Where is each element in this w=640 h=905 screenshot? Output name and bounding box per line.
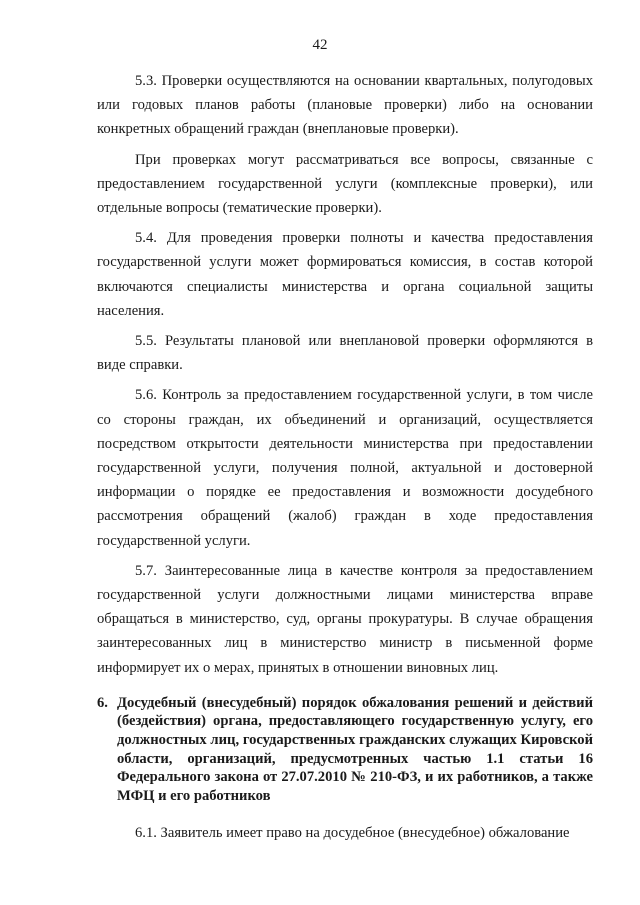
paragraph-inspection-scope: При проверках могут рассматриваться все вопросы, связанные с предоставлением государственной услуги (комплексные проверки), или отдельные вопросы (тематические проверки). xyxy=(97,151,593,217)
paragraph-5-4: 5.4. Для проведения проверки полноты и качества предоставления государственной услуги может формироваться комиссия, в состав которой включаются специалисты министерства и органа социальной защиты населения. xyxy=(97,230,593,319)
paragraph-6-1: 6.1. Заявитель имеет право на досудебное (внесудебное) обжалование xyxy=(135,825,570,842)
section-6-title: Досудебный (внесудебный) порядок обжалования решений и действий (бездействия) органа, предоставляющего государственную услугу, его должностных лиц, государственных гражданских служащих Кировской области, организаций, предусмотренных частью 1.1 статьи 16 Федерального закона от 27.07.2010 № 210-ФЗ, и их работников, а также МФЦ и его работников xyxy=(117,694,593,804)
paragraph-5-5: 5.5. Результаты плановой или внеплановой проверки оформляются в виде справки. xyxy=(97,333,593,374)
section-6-heading xyxy=(97,694,593,806)
section-6-number: 6. xyxy=(97,694,108,711)
paragraph-5-6: 5.6. Контроль за предоставлением государственной услуги, в том числе со стороны граждан, их объединений и организаций, осуществляется посредством открытости деятельности министерства при предоставлении государственной услуги, получения полной, актуальной и достоверной информации о порядке ее предоставления и возможности досудебного рассмотрения обращений (жалоб) граждан в ходе предоставления государственной услуги. xyxy=(97,387,593,549)
page-number: 42 xyxy=(312,37,328,53)
paragraph-5-7: 5.7. Заинтересованные лица в качестве контроля за предоставлением государственной услуги должностными лицами министерства вправе обращаться в министерство, суд, органы прокуратуры. В случае обращения заинтересованных лиц в министерство министр в письменной форме информирует их о мерах, принятых в отношении виновных лиц. xyxy=(97,562,593,676)
paragraph-5-3: 5.3. Проверки осуществляются на основании квартальных, полугодовых или годовых планов работы (плановые проверки) либо на основании конкретных обращений граждан (внеплановые проверки). xyxy=(97,73,593,138)
document-body xyxy=(97,69,593,846)
